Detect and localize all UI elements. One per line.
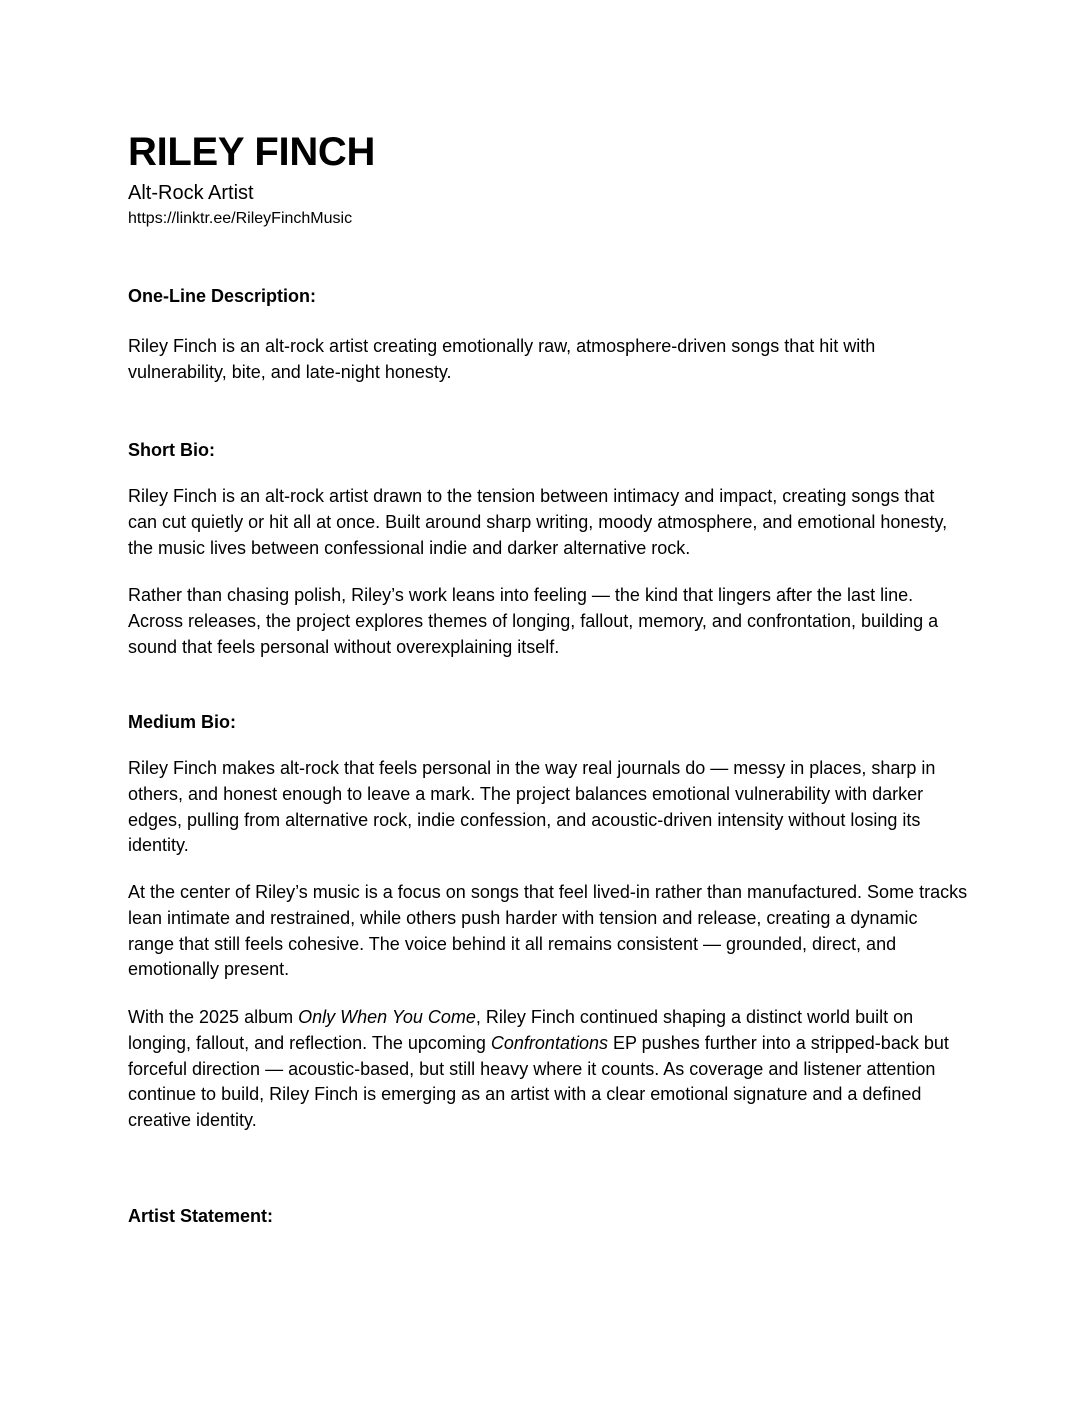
short-bio-paragraph-1: Riley Finch is an alt-rock artist drawn to the tension between intimacy and impact, creating songs that can cut quietly or hit all at once. Built around sharp writing, moody atmosphere, and emotional honesty, the music lives between confessional indie and darker alternative rock. bbox=[128, 486, 948, 558]
artist-role: Alt-Rock Artist bbox=[128, 182, 254, 204]
medium-bio-heading: Medium Bio: bbox=[128, 712, 236, 732]
p3-text-b: , Riley Finch continued shaping a distinct world built on longing, fallout, and reflection. The upcoming bbox=[128, 1007, 914, 1053]
p3-text-c: EP pushes further into a stripped-back but forceful direction — acoustic-based, but still heavy where it counts. As coverage and listener attention continue to build, Riley Finch is emerging as an artist with a clear emotional signature and a defined creative identity. bbox=[128, 1032, 949, 1131]
one-line-heading: One-Line Description: bbox=[128, 286, 317, 306]
medium-bio-paragraph-3 bbox=[128, 1005, 968, 1134]
one-line-text: Riley Finch is an alt-rock artist creating emotionally raw, atmosphere-driven songs that hit with vulnerability, bite, and late-night honesty. bbox=[128, 336, 876, 382]
medium-bio-paragraph-2: At the center of Riley’s music is a focus on songs that feel lived-in rather than manufactured. Some tracks lean intimate and restrained, while others push harder with tension and release, creating a dynamic range that still feels cohesive. The voice behind it all remains consistent — grounded, direct, and emotionally present. bbox=[128, 882, 968, 980]
album-title: Only When You Come bbox=[298, 1007, 476, 1027]
ep-title: Confrontations bbox=[490, 1032, 608, 1053]
p3-text-a: With the 2025 album bbox=[128, 1007, 299, 1027]
medium-bio-paragraph-1: Riley Finch makes alt-rock that feels personal in the way real journals do — messy in places, sharp in others, and honest enough to leave a mark. The project balances emotional vulnerability with darker edges, pulling from alternative rock, indie confession, and acoustic-driven intensity without losing its identity. bbox=[128, 758, 936, 856]
short-bio-paragraph-2: Rather than chasing polish, Riley’s work leans into feeling — the kind that lingers after the last line. Across releases, the project explores themes of longing, fallout, memory, and confrontation, building a sound that feels personal without overexplaining itself. bbox=[128, 585, 939, 657]
short-bio-heading: Short Bio: bbox=[128, 440, 215, 460]
linktree-link[interactable]: https://linktr.ee/RileyFinchMusic bbox=[128, 210, 353, 227]
artist-statement-heading: Artist Statement: bbox=[128, 1206, 274, 1226]
artist-name: RILEY FINCH bbox=[128, 130, 376, 174]
